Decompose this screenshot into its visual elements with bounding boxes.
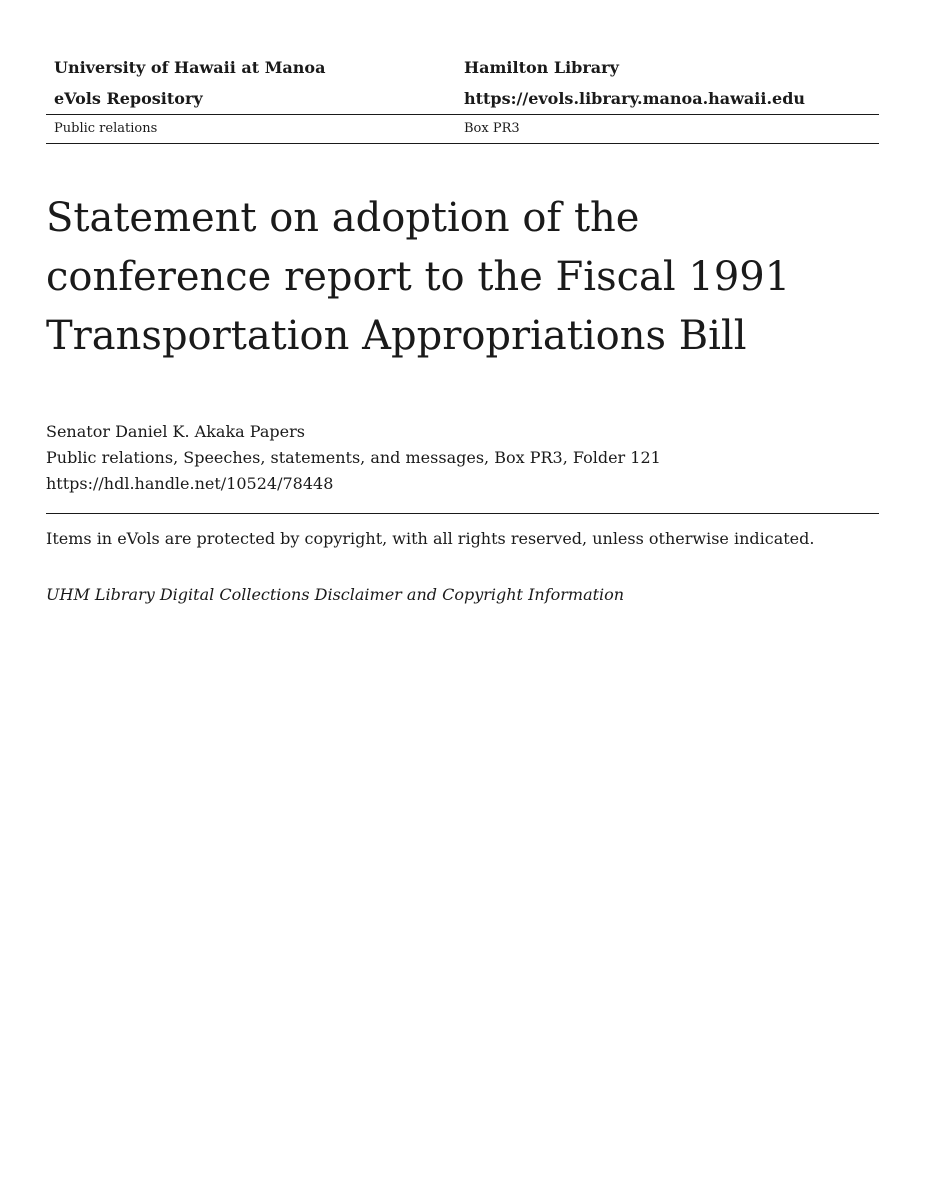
title-line-2: conference report to the Fiscal 1991 xyxy=(46,254,791,300)
header-divider-bottom xyxy=(46,143,879,144)
copyright-notice: Items in eVols are protected by copyright, with all rights reserved, unless otherwise indicated. xyxy=(46,529,815,548)
box-label: Box PR3 xyxy=(464,121,520,136)
institution-name: University of Hawaii at Manoa xyxy=(54,58,326,77)
header-row-2 xyxy=(46,83,879,114)
repository-url: https://evols.library.manoa.hawaii.edu xyxy=(464,89,806,108)
series-label: Public relations xyxy=(54,121,158,136)
header-row-3 xyxy=(46,115,879,143)
handle-link[interactable]: https://hdl.handle.net/10524/78448 xyxy=(46,474,334,493)
document-metadata xyxy=(46,419,661,497)
header-row-1 xyxy=(46,52,879,83)
disclaimer-link[interactable]: UHM Library Digital Collections Disclaimer and Copyright Information xyxy=(46,585,625,604)
collection-name: Senator Daniel K. Akaka Papers xyxy=(46,422,305,441)
document-title xyxy=(46,189,879,366)
repository-name: eVols Repository xyxy=(54,89,203,108)
header-table xyxy=(46,52,879,144)
title-line-1: Statement on adoption of the xyxy=(46,195,640,241)
library-name: Hamilton Library xyxy=(464,58,619,77)
title-line-3: Transportation Appropriations Bill xyxy=(46,313,747,359)
metadata-divider xyxy=(46,513,879,514)
folder-location: Public relations, Speeches, statements, and messages, Box PR3, Folder 121 xyxy=(46,448,661,467)
